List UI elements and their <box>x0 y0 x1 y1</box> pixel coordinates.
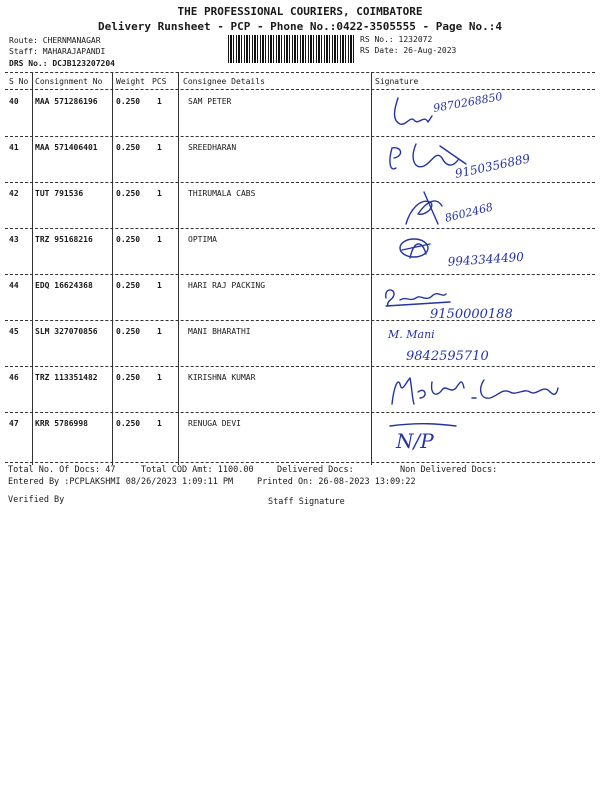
divider <box>5 462 595 463</box>
signature-47-note: N/P <box>396 429 434 453</box>
col-signature: Signature <box>375 77 419 86</box>
row-sno: 46 <box>9 373 19 382</box>
row-weight: 0.250 <box>116 373 141 382</box>
row-consignee: HARI RAJ PACKING <box>188 281 266 290</box>
row-sno: 43 <box>9 235 19 244</box>
signature-43-phone: 9943344490 <box>447 249 525 269</box>
staff-label: Staff: <box>9 47 38 56</box>
staff-value: MAHARAJAPANDI <box>42 47 106 56</box>
col-consignee: Consignee Details <box>183 77 265 86</box>
rs-date-line <box>360 46 456 55</box>
row-consignment: TUT 791536 <box>35 189 84 198</box>
row-weight: 0.250 <box>116 235 141 244</box>
barcode <box>228 35 354 63</box>
drs-line <box>9 59 115 68</box>
row-pcs: 1 <box>157 281 162 290</box>
divider <box>5 72 595 73</box>
signature-41-phone: 9150356889 <box>453 151 532 181</box>
rs-no-label: RS No.: <box>360 35 394 44</box>
staff-line <box>9 47 105 56</box>
row-consignee: SAM PETER <box>188 97 232 106</box>
row-consignment: KRR 5786998 <box>35 419 88 428</box>
row-weight: 0.250 <box>116 97 141 106</box>
row-weight: 0.250 <box>116 143 141 152</box>
row-sno: 44 <box>9 281 19 290</box>
row-consignment: EDQ 16624368 <box>35 281 93 290</box>
verified-by: Verified By <box>8 495 65 505</box>
row-weight: 0.250 <box>116 419 141 428</box>
signature-42-phone: 8602468 <box>443 200 495 225</box>
signature-45-phone: 9842595710 <box>406 349 489 364</box>
signature-43 <box>380 228 595 272</box>
row-consignment: MAA 571286196 <box>35 97 98 106</box>
row-sno: 42 <box>9 189 19 198</box>
non-delivered-docs: Non Delivered Docs: <box>400 465 498 475</box>
divider <box>5 182 595 183</box>
rs-no-line <box>360 35 432 44</box>
signature-40 <box>380 92 595 136</box>
row-sno: 47 <box>9 419 19 428</box>
delivered-docs: Delivered Docs: <box>277 465 354 475</box>
divider <box>5 274 595 275</box>
column-separator <box>32 72 33 465</box>
column-separator <box>371 72 372 465</box>
row-pcs: 1 <box>157 143 162 152</box>
row-sno: 41 <box>9 143 19 152</box>
rs-date-value: 26-Aug-2023 <box>403 46 457 55</box>
row-consignee: SREEDHARAN <box>188 143 237 152</box>
row-consignee: MANI BHARATHI <box>188 327 251 336</box>
row-sno: 40 <box>9 97 19 106</box>
row-consignee: RENUGA DEVI <box>188 419 241 428</box>
drs-value: DCJB123207204 <box>52 59 115 68</box>
runsheet-subtitle: Delivery Runsheet - PCP - Phone No.:0422-3505555 - Page No.:4 <box>98 20 502 33</box>
rs-date-label: RS Date: <box>360 46 399 55</box>
drs-label: DRS No.: <box>9 59 48 68</box>
entered-by: Entered By :PCPLAKSHMI 08/26/2023 1:09:11 PM <box>8 477 234 487</box>
row-weight: 0.250 <box>116 327 141 336</box>
signature-42 <box>380 184 595 228</box>
row-sno: 45 <box>9 327 19 336</box>
row-weight: 0.250 <box>116 281 141 290</box>
col-pcs: PCS <box>152 77 167 86</box>
divider <box>5 136 595 137</box>
signature-47 <box>380 414 595 458</box>
signature-45 <box>380 322 595 366</box>
signature-44-phone: 9150000188 <box>430 307 513 320</box>
route-label: Route: <box>9 36 38 45</box>
col-weight: Weight <box>116 77 145 86</box>
column-separator <box>178 72 179 465</box>
row-consignment: TRZ 113351482 <box>35 373 98 382</box>
row-consignment: SLM 327070856 <box>35 327 98 336</box>
company-title: THE PROFESSIONAL COURIERS, COIMBATORE <box>177 5 423 18</box>
total-cod: Total COD Amt: 1100.00 <box>141 465 254 475</box>
row-consignee: THIRUMALA CABS <box>188 189 256 198</box>
divider <box>5 320 595 321</box>
row-pcs: 1 <box>157 97 162 106</box>
col-consignment: Consignment No <box>35 77 103 86</box>
row-consignment: TRZ 95168216 <box>35 235 93 244</box>
route-value: CHERNMANAGAR <box>42 36 101 45</box>
staff-signature: Staff Signature <box>268 497 345 507</box>
signature-40-phone: 9870268850 <box>432 92 504 115</box>
signature-41 <box>380 138 595 182</box>
signature-45-name: M. Mani <box>388 328 435 341</box>
column-separator <box>112 72 113 465</box>
row-pcs: 1 <box>157 189 162 198</box>
row-pcs: 1 <box>157 373 162 382</box>
row-consignment: MAA 571406401 <box>35 143 98 152</box>
row-consignee: OPTIMA <box>188 235 217 244</box>
row-weight: 0.250 <box>116 189 141 198</box>
total-docs: Total No. Of Docs: 47 <box>8 465 116 475</box>
divider <box>5 412 595 413</box>
signature-44 <box>380 276 595 320</box>
rs-no-value: 1232072 <box>398 35 433 44</box>
row-pcs: 1 <box>157 235 162 244</box>
divider <box>5 89 595 90</box>
route-line <box>9 36 101 45</box>
row-consignee: KIRISHNA KUMAR <box>188 373 256 382</box>
row-pcs: 1 <box>157 419 162 428</box>
divider <box>5 366 595 367</box>
signature-46 <box>380 368 595 412</box>
row-pcs: 1 <box>157 327 162 336</box>
col-sno: S No <box>9 77 29 86</box>
printed-on: Printed On: 26-08-2023 13:09:22 <box>257 477 416 487</box>
